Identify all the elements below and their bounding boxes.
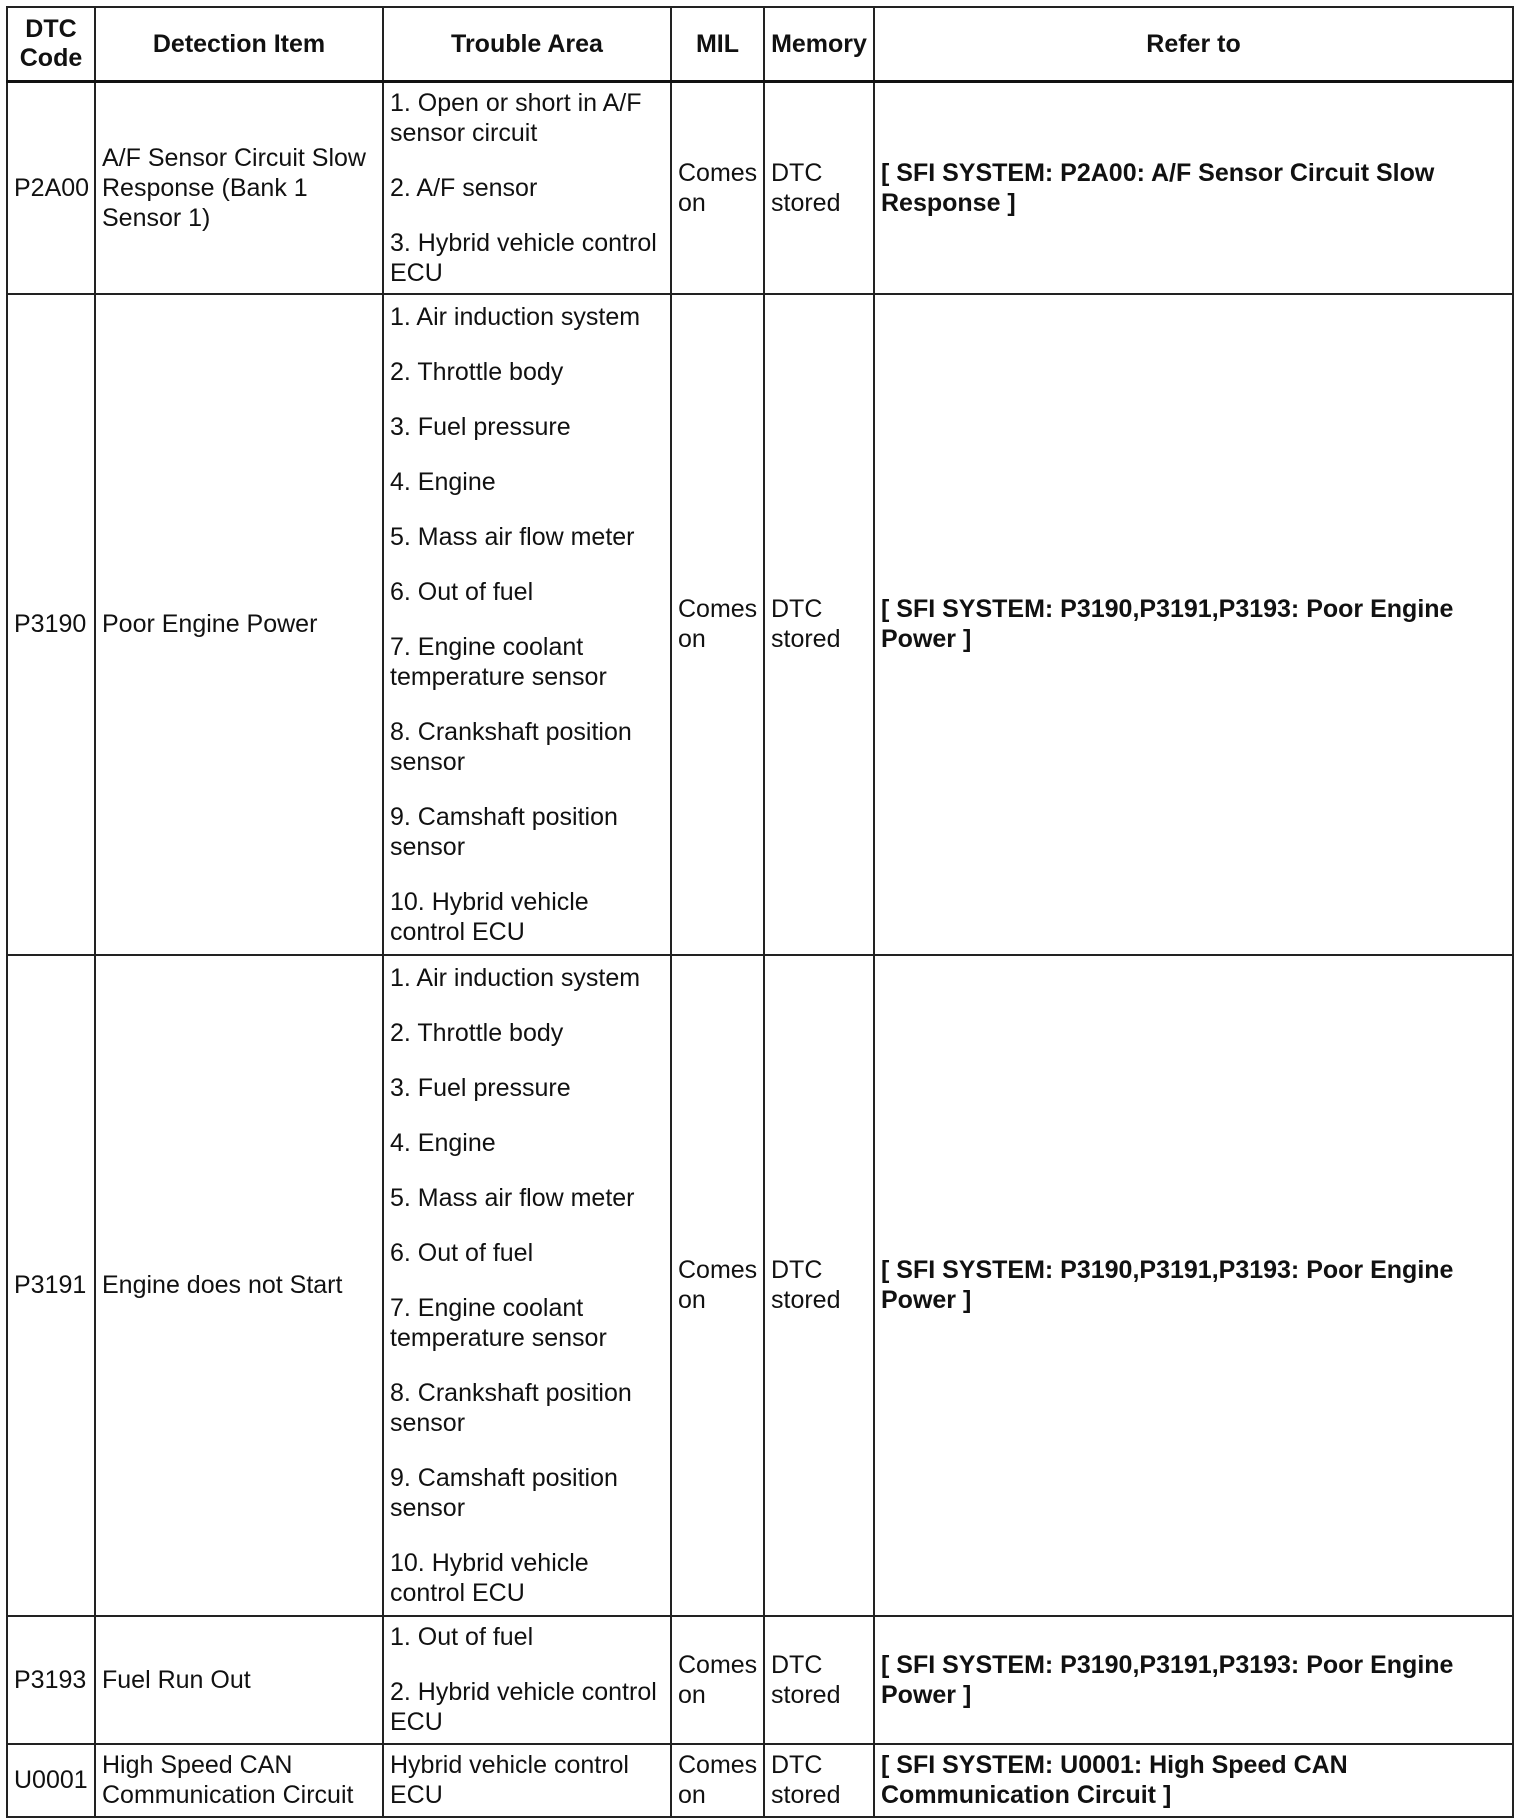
- header-detection-item: Detection Item: [95, 7, 383, 82]
- trouble-area-item: 1. Out of fuel: [390, 1623, 534, 1651]
- trouble-area-item: 3. Fuel pressure: [390, 412, 571, 441]
- trouble-area-item: 4. Engine: [390, 1128, 496, 1157]
- header-row: [7, 7, 1513, 82]
- trouble-area-item: 5. Mass air flow meter: [390, 1183, 635, 1212]
- dtc-code-cell: P3190: [7, 294, 95, 955]
- trouble-area-item: 1. Air induction system: [390, 963, 641, 992]
- memory-cell: DTC stored: [764, 1744, 874, 1817]
- table-row: [7, 294, 1513, 955]
- table-row: [7, 1744, 1513, 1817]
- trouble-area-item: 1. Open or short in A/F sensor circuit: [390, 88, 642, 147]
- mil-cell: Comes on: [671, 955, 764, 1616]
- trouble-area-item: 1. Air induction system: [390, 302, 641, 331]
- memory-cell: DTC stored: [764, 1616, 874, 1744]
- trouble-area-item: 2. Throttle body: [390, 357, 564, 386]
- trouble-area-item: 2. Throttle body: [390, 1018, 564, 1047]
- detection-item-cell: Poor Engine Power: [95, 294, 383, 955]
- trouble-area-item: 3. Fuel pressure: [390, 1073, 571, 1102]
- trouble-area-item: 6. Out of fuel: [390, 1238, 534, 1267]
- trouble-area-item: 7. Engine coolant temperature sensor: [390, 1293, 607, 1352]
- dtc-code-cell: U0001: [7, 1744, 95, 1817]
- dtc-code-cell: P2A00: [7, 82, 95, 294]
- trouble-area-item: Hybrid vehicle control ECU: [390, 1751, 629, 1809]
- trouble-area-item: 9. Camshaft position sensor: [390, 1463, 618, 1522]
- header-memory: Memory: [764, 7, 874, 82]
- table-body: [7, 82, 1513, 1817]
- detection-item-cell: A/F Sensor Circuit Slow Response (Bank 1 Sensor 1): [95, 82, 383, 294]
- trouble-area-cell: [383, 294, 671, 955]
- trouble-area-item: 9. Camshaft position sensor: [390, 802, 618, 861]
- mil-cell: Comes on: [671, 1744, 764, 1817]
- table-row: [7, 82, 1513, 294]
- memory-cell: DTC stored: [764, 294, 874, 955]
- trouble-area-item: 3. Hybrid vehicle control ECU: [390, 228, 657, 287]
- dtc-table: [6, 6, 1514, 1818]
- trouble-area-item: 10. Hybrid vehicle control ECU: [390, 887, 589, 946]
- trouble-area-item: 6. Out of fuel: [390, 577, 534, 606]
- header-refer-to: Refer to: [874, 7, 1513, 82]
- detection-item-cell: Engine does not Start: [95, 955, 383, 1616]
- table-row: [7, 1616, 1513, 1744]
- header-trouble-area: Trouble Area: [383, 7, 671, 82]
- mil-cell: Comes on: [671, 294, 764, 955]
- detection-item-cell: High Speed CAN Communication Circuit: [95, 1744, 383, 1817]
- refer-to-link: [ SFI SYSTEM: P3190,P3191,P3193: Poor Engine Power ]: [874, 294, 1513, 955]
- dtc-code-cell: P3193: [7, 1616, 95, 1744]
- refer-to-link: [ SFI SYSTEM: U0001: High Speed CAN Communication Circuit ]: [874, 1744, 1513, 1817]
- memory-cell: DTC stored: [764, 955, 874, 1616]
- trouble-area-item: 10. Hybrid vehicle control ECU: [390, 1548, 589, 1607]
- refer-to-link: [ SFI SYSTEM: P3190,P3191,P3193: Poor Engine Power ]: [874, 1616, 1513, 1744]
- mil-cell: Comes on: [671, 82, 764, 294]
- detection-item-cell: Fuel Run Out: [95, 1616, 383, 1744]
- refer-to-link: [ SFI SYSTEM: P3190,P3191,P3193: Poor Engine Power ]: [874, 955, 1513, 1616]
- trouble-area-cell: [383, 1744, 671, 1817]
- trouble-area-cell: [383, 82, 671, 294]
- trouble-area-item: 7. Engine coolant temperature sensor: [390, 632, 607, 691]
- trouble-area-item: 2. A/F sensor: [390, 173, 538, 202]
- trouble-area-item: 8. Crankshaft position sensor: [390, 1378, 632, 1437]
- dtc-code-cell: P3191: [7, 955, 95, 1616]
- trouble-area-cell: [383, 955, 671, 1616]
- trouble-area-item: 8. Crankshaft position sensor: [390, 717, 632, 776]
- memory-cell: DTC stored: [764, 82, 874, 294]
- trouble-area-cell: [383, 1616, 671, 1744]
- trouble-area-item: 4. Engine: [390, 467, 496, 496]
- mil-cell: Comes on: [671, 1616, 764, 1744]
- header-mil: MIL: [671, 7, 764, 82]
- table-row: [7, 955, 1513, 1616]
- trouble-area-item: 2. Hybrid vehicle control ECU: [390, 1678, 657, 1736]
- header-dtc-code: DTC Code: [7, 7, 95, 82]
- trouble-area-item: 5. Mass air flow meter: [390, 522, 635, 551]
- refer-to-link: [ SFI SYSTEM: P2A00: A/F Sensor Circuit Slow Response ]: [874, 82, 1513, 294]
